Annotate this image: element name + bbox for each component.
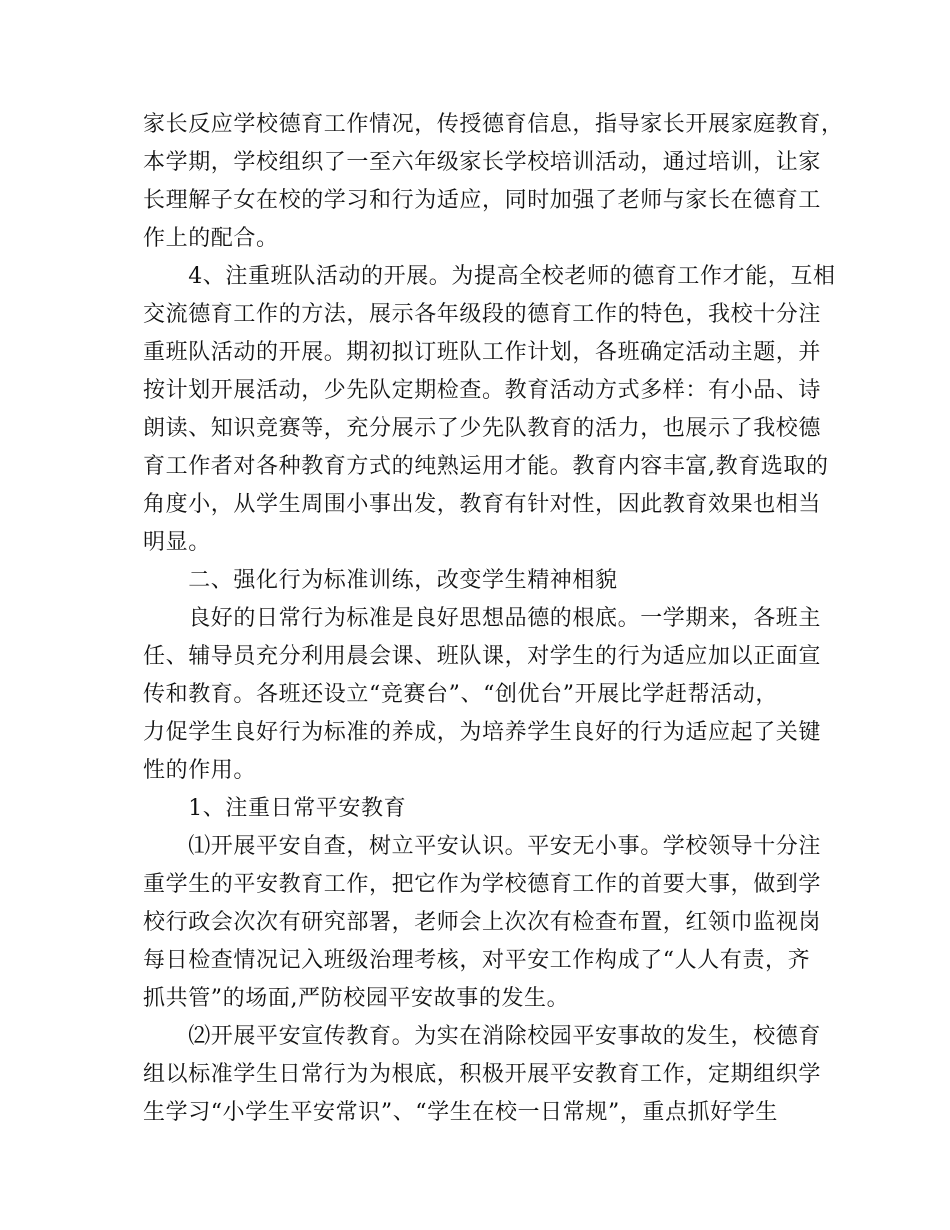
text-line: 作上的配合。 <box>143 226 279 251</box>
text-line: 角度小，从学生周围小事出发，教育有针对性，因此教育效果也相当 <box>143 492 822 517</box>
text-line: 任、辅导员充分利用晨会课、班队课，对学生的行为适应加以正面宣 <box>143 644 822 669</box>
text-line: 按计划开展活动，少先队定期检查。教育活动方式多样：有小品、诗 <box>143 378 822 403</box>
text-line: 每日检查情况记入班级治理考核，对平安工作构成了“人人有责，齐 <box>143 948 811 973</box>
text-line: 良好的日常行为标准是良好思想品德的根底。一学期来，各班主 <box>143 606 822 631</box>
text-line: 长理解子女在校的学习和行为适应，同时加强了老师与家长在德育工 <box>143 188 822 213</box>
text-line: ⑴开展平安自查，树立平安认识。平安无小事。学校领导十分注 <box>143 834 822 859</box>
text-line: 本学期，学校组织了一至六年级家长学校培训活动，通过培训，让家 <box>143 150 822 175</box>
text-line: 组以标准学生日常行为为根底，积极开展平安教育工作，定期组织学 <box>143 1062 822 1087</box>
subsection-heading: 1、注重日常平安教育 <box>143 796 407 821</box>
text-line: ⑵开展平安宣传教育。为实在消除校园平安事故的发生，校德育 <box>143 1024 822 1049</box>
text-line: 交流德育工作的方法，展示各年级段的德育工作的特色，我校十分注 <box>143 302 822 327</box>
text-line: 4、注重班队活动的开展。为提高全校老师的德育工作才能，互相 <box>143 264 836 289</box>
text-line: 抓共管”的场面,严防校园平安故事的发生。 <box>143 986 570 1011</box>
text-line: 重学生的平安教育工作，把它作为学校德育工作的首要大事，做到学 <box>143 872 822 897</box>
body-text <box>143 106 844 1132</box>
text-line: 性的作用。 <box>143 758 257 783</box>
text-line: 育工作者对各种教育方式的纯熟运用才能。教育内容丰富,教育选取的 <box>143 454 829 479</box>
text-line: 力促学生良好行为标准的养成，为培养学生良好的行为适应起了关键 <box>143 720 822 745</box>
text-line: 朗读、知识竞赛等，充分展示了少先队教育的活力，也展示了我校德 <box>143 416 822 441</box>
text-line: 明显。 <box>143 530 211 555</box>
text-line: 家长反应学校德育工作情况，传授德育信息，指导家长开展家庭教育， <box>143 112 844 137</box>
text-line: 重班队活动的开展。期初拟订班队工作计划，各班确定活动主题，并 <box>143 340 822 365</box>
text-line: 传和教育。各班还设立“竞赛台”、“创优台”开展比学赶帮活动， <box>143 682 778 707</box>
text-line: 校行政会次次有研究部署，老师会上次次有检查布置，红领巾监视岗 <box>143 910 822 935</box>
text-line: 生学习“小学生平安常识”、“学生在校一日常规”，重点抓好学生 <box>143 1100 778 1125</box>
section-heading: 二、强化行为标准训练，改变学生精神相貌 <box>143 568 618 593</box>
